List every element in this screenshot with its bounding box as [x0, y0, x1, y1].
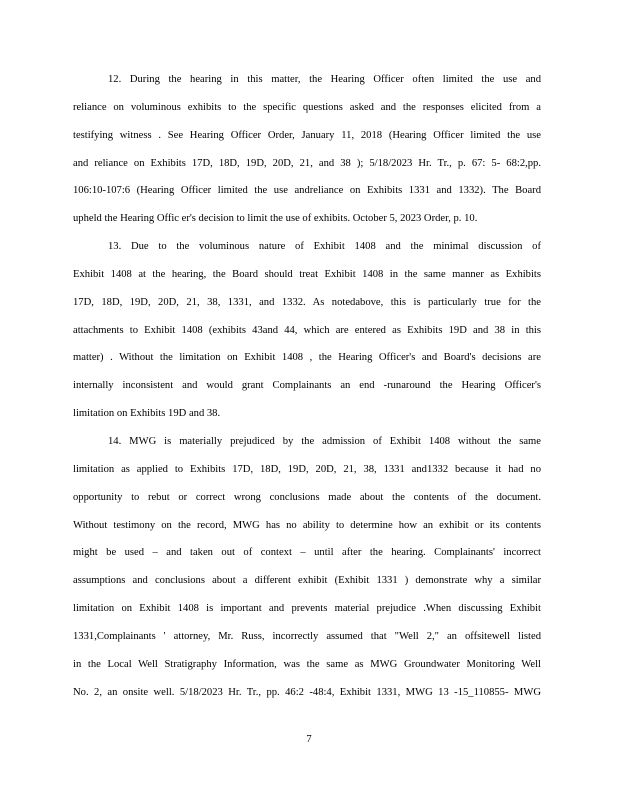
paragraph-12-line-3 [73, 126, 541, 154]
text-line: attachments to Exhibit 1408 (exhibits 43and 44, which are entered as Exhibits 19D and 38 in this [73, 324, 541, 336]
paragraph-14-line-1 [73, 432, 541, 460]
text-line: might be used – and taken out of context – until after the hearing. Complainants' incorrect [73, 547, 541, 559]
paragraph-13-line-7 [73, 404, 541, 432]
text-line: Without testimony on the record, MWG has no ability to determine how an exhibit or its contents [73, 519, 541, 531]
text-line: reliance on voluminous exhibits to the specific questions asked and the responses elicited from a [73, 101, 541, 113]
text-line: No. 2, an onsite well. 5/18/2023 Hr. Tr., pp. 46:2 -48:4, Exhibit 1331, MWG 13 -15_110855- MWG [73, 686, 541, 698]
text-line: limitation as applied to Exhibits 17D, 18D, 19D, 20D, 21, 38, 1331 and1332 because it had no [73, 463, 541, 475]
paragraph-14-line-5 [73, 543, 541, 571]
paragraph-14-line-4 [73, 516, 541, 544]
paragraph-14-line-9 [73, 655, 541, 683]
paragraph-12-line-1 [73, 70, 541, 98]
text-line: internally inconsistent and would grant Complainants an end -runaround the Hearing Officer's [73, 380, 541, 392]
paragraph-12-line-6 [73, 209, 541, 237]
paragraph-14-line-2 [73, 460, 541, 488]
paragraph-13-line-6 [73, 376, 541, 404]
paragraph-13-line-4 [73, 321, 541, 349]
paragraph-14-line-6 [73, 571, 541, 599]
text-line: testifying witness . See Hearing Officer Order, January 11, 2018 (Hearing Officer limited the use [73, 129, 541, 141]
paragraph-14-line-3 [73, 488, 541, 516]
text-line: 1331,Complainants ' attorney, Mr. Russ, incorrectly assumed that "Well 2," an offsitewell listed [73, 630, 541, 642]
paragraph-12-line-4 [73, 154, 541, 182]
text-line: limitation on Exhibit 1408 is important and prevents material prejudice .When discussing Exhibit [73, 603, 541, 615]
paragraph-13-line-5 [73, 348, 541, 376]
paragraph-13-line-2 [73, 265, 541, 293]
text-line: 17D, 18D, 19D, 20D, 21, 38, 1331, and 1332. As notedabove, this is particularly true for the [73, 296, 541, 308]
document-body [73, 70, 541, 710]
paragraph-13-line-1 [73, 237, 541, 265]
paragraph-14-line-7 [73, 599, 541, 627]
paragraph-12-line-5 [73, 181, 541, 209]
text-line: opportunity to rebut or correct wrong conclusions made about the contents of the document. [73, 491, 541, 503]
text-line: Exhibit 1408 at the hearing, the Board should treat Exhibit 1408 in the same manner as Exhibits [73, 268, 541, 280]
paragraph-13-line-3 [73, 293, 541, 321]
text-line: and reliance on Exhibits 17D, 18D, 19D, 20D, 21, and 38 ); 5/18/2023 Hr. Tr., p. 67: 5- 68:2,pp. [73, 157, 541, 169]
text-line: 106:10-107:6 (Hearing Officer limited the use andreliance on Exhibits 1331 and 1332). The Board [73, 185, 541, 197]
text-line: upheld the Hearing Offic er's decision to limit the use of exhibits. October 5, 2023 Order, p. 10. [73, 213, 478, 225]
text-line: limitation on Exhibits 19D and 38. [73, 408, 221, 420]
text-line: matter) . Without the limitation on Exhibit 1408 , the Hearing Officer's and Board's decisions are [73, 352, 541, 364]
text-line: 13. Due to the voluminous nature of Exhibit 1408 and the minimal discussion of [108, 241, 541, 253]
paragraph-14-line-8 [73, 627, 541, 655]
text-line: 14. MWG is materially prejudiced by the admission of Exhibit 1408 without the same [108, 435, 541, 447]
text-line: 12. During the hearing in this matter, the Hearing Officer often limited the use and [108, 74, 541, 85]
paragraph-12-line-2 [73, 98, 541, 126]
text-line: in the Local Well Stratigraphy Information, was the same as MWG Groundwater Monitoring Well [73, 658, 541, 670]
paragraph-14-line-10 [73, 683, 541, 711]
text-line: assumptions and conclusions about a different exhibit (Exhibit 1331 ) demonstrate why a similar [73, 575, 541, 587]
page-number: 7 [306, 734, 312, 745]
